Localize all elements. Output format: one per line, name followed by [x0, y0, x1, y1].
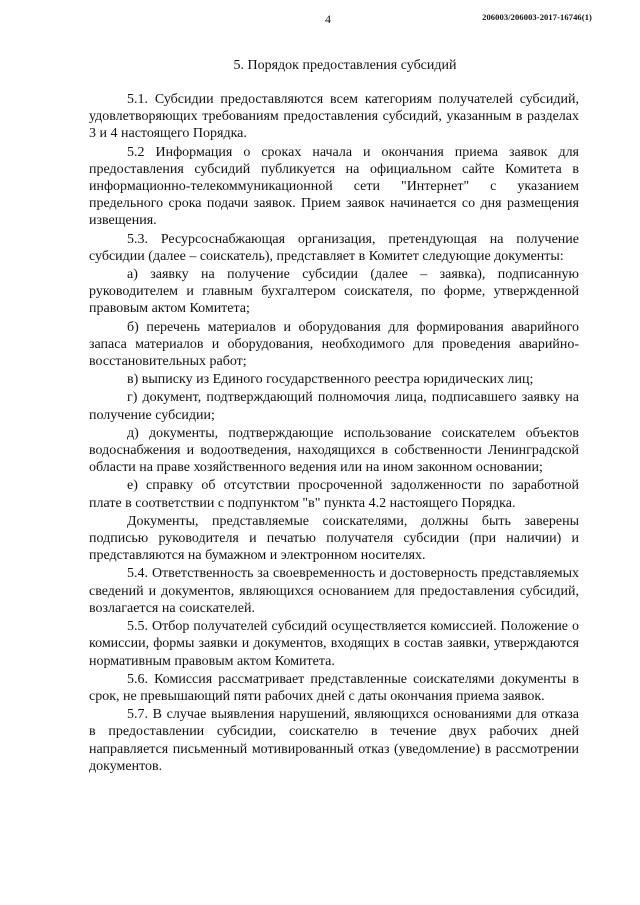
list-item-g: г) документ, подтверждающий полномочия лица, подписавшего заявку на получение субсидии;: [89, 390, 579, 423]
paragraph-5-7: 5.7. В случае выявления нарушений, являющихся основаниями для отказа в предоставлении субсидии, соискателю в течение двух рабочих дней направляется письменный мотивированный отказ (уведомление) в рассмотрении документов.: [89, 707, 579, 774]
section-title: 5. Порядок предоставления субсидий: [233, 58, 457, 73]
page-number: 4: [325, 12, 331, 26]
paragraph-documents-certification: Документы, представляемые соискателями, должны быть заверены подписью руководителя и печатью получателя субсидии (при наличии) и представляются на бумажном и электронном носителях.: [89, 513, 579, 564]
list-item-d: д) документы, подтверждающие использование соискателем объектов водоснабжения и водоотведения, находящихся в собственности Ленинградской области на праве хозяйственного ведения или на ином законном основании;: [89, 425, 579, 476]
paragraph-5-4: 5.4. Ответственность за своевременность и достоверность представляемых сведений и документов, являющихся основанием для предоставления субсидий, возлагается на соискателей.: [89, 566, 579, 616]
paragraph-5-3: 5.3. Ресурсоснабжающая организация, претендующая на получение субсидии (далее – соискатель), представляет в Комитет следующие документы:: [89, 231, 579, 264]
list-item-e: е) справку об отсутствии просроченной задолженности по заработной плате в соответствии с подпунктом "в" пункта 4.2 настоящего Порядка.: [89, 478, 579, 511]
list-item-v: в) выписку из Единого государственного реестра юридических лиц;: [127, 372, 534, 388]
paragraph-5-5: 5.5. Отбор получателей субсидий осуществляется комиссией. Положение о комиссии, формы заявки и документов, входящих в состав заявки, утверждаются нормативным правовым актом Комитета.: [89, 619, 579, 669]
list-item-b: б) перечень материалов и оборудования для формирования аварийного запаса материалов и оборудования, необходимого для проведения аварийно-восстановительных работ;: [89, 319, 579, 370]
list-item-a: а) заявку на получение субсидии (далее – заявка), подписанную руководителем и главным бухгалтером соискателя, по форме, утвержденной правовым актом Комитета;: [89, 267, 579, 317]
document-id: 206003/206003-2017-16746(1): [482, 12, 592, 22]
paragraph-5-6: 5.6. Комиссия рассматривает представленные соискателями документы в срок, не превышающий пяти рабочих дней с даты окончания приема заявок.: [89, 671, 579, 704]
document-body: [89, 91, 579, 776]
paragraph-5-1: 5.1. Субсидии предоставляются всем категориям получателей субсидий, удовлетворяющих требованиям предоставления субсидий, указанным в разделах 3 и 4 настоящего Порядка.: [89, 92, 579, 142]
paragraph-5-2: 5.2 Информация о сроках начала и окончания приема заявок для предоставления субсидий публикуется на официальном сайте Комитета в информационно-телекоммуникационной сети "Интернет" с указанием предельного срока подачи заявок. Прием заявок начинается со дня размещения извещения.: [89, 144, 579, 229]
